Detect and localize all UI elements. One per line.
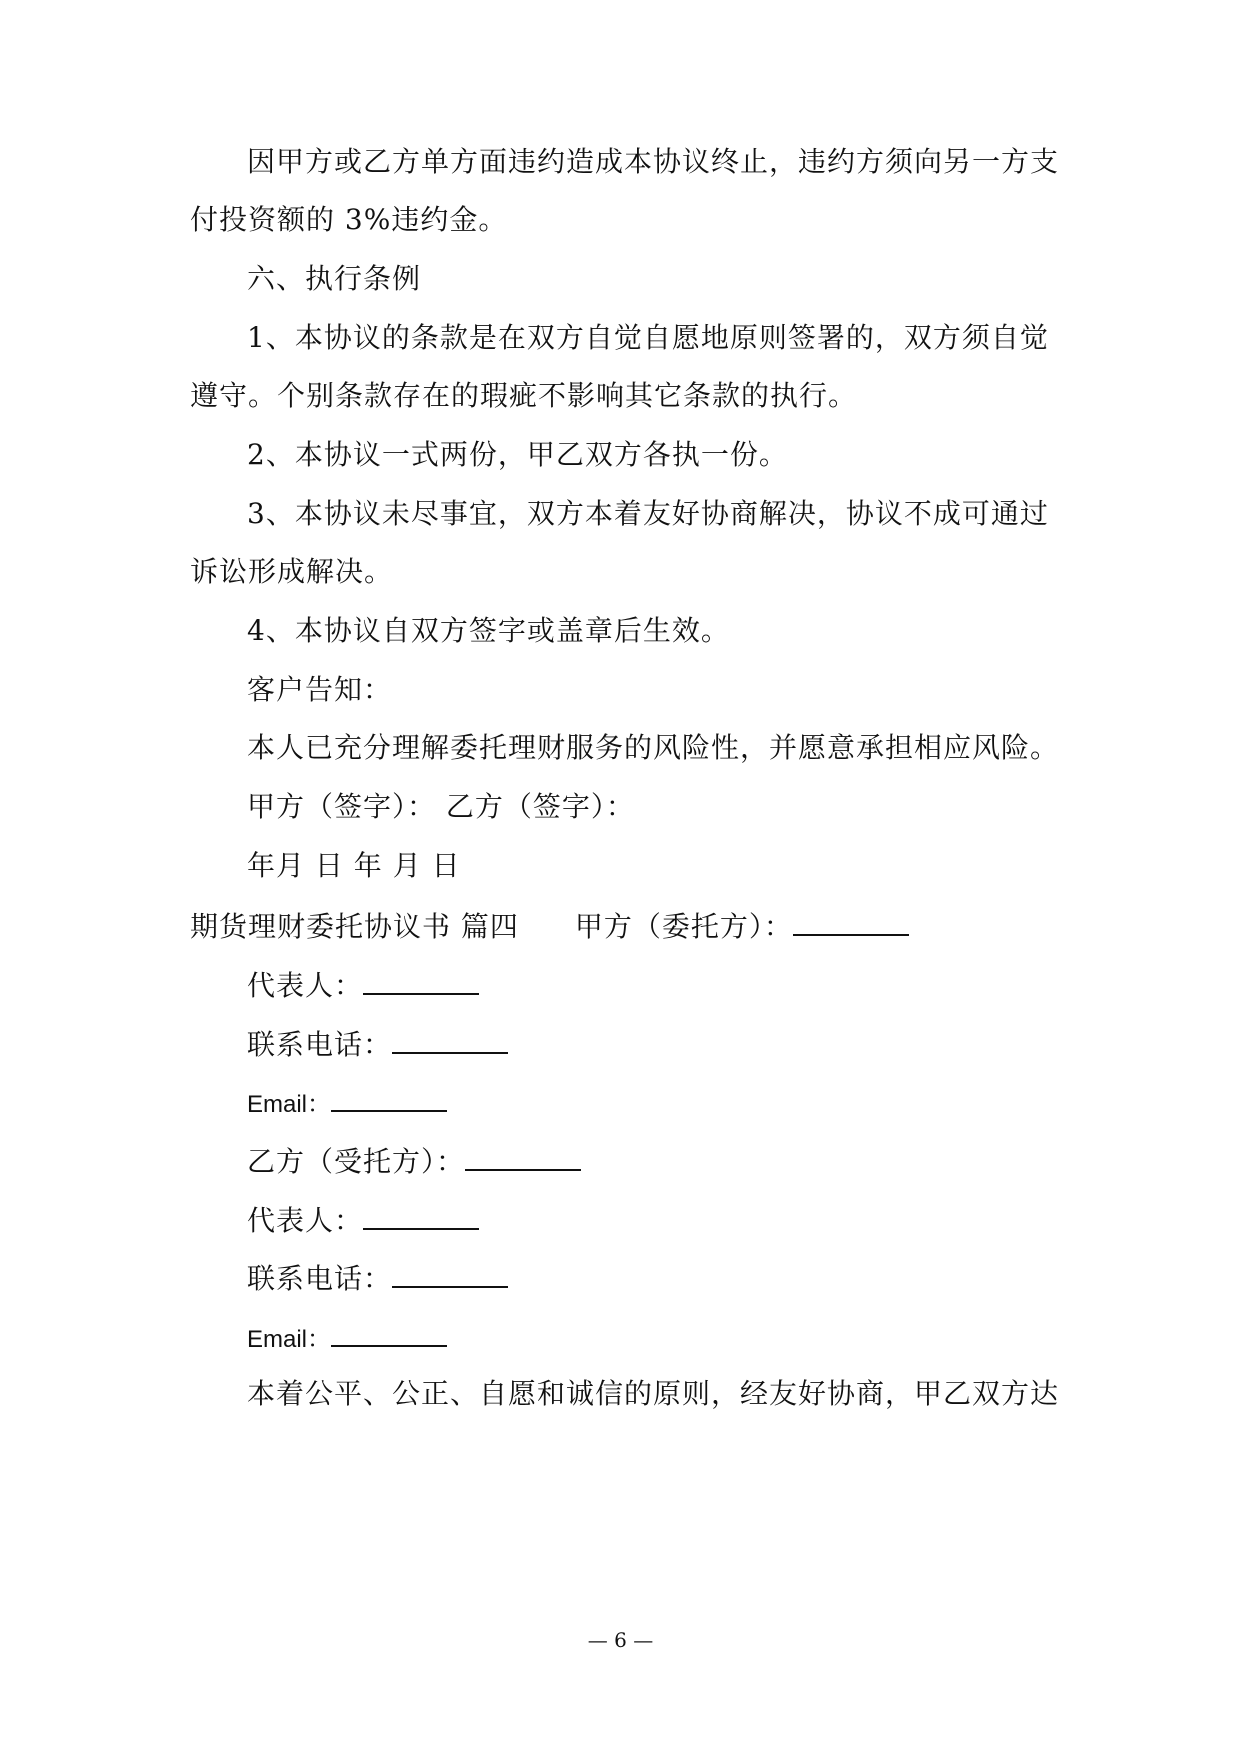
- date-line: 年月 日 年 月 日: [247, 849, 461, 882]
- party-b-rep-row: [247, 1198, 479, 1241]
- party-b-email-row: [247, 1315, 447, 1360]
- clause-1-line2: 遵守。个别条款存在的瑕疵不影响其它条款的执行。: [190, 379, 858, 412]
- party-a-label: 甲方（委托方）：: [574, 910, 793, 943]
- customer-notice-text: 本人已充分理解委托理财服务的风险性，并愿意承担相应风险。: [247, 731, 1060, 764]
- paragraph-breach-line2: 付投资额的 3%违约金。: [190, 203, 508, 236]
- party-b-phone-row: [247, 1256, 508, 1299]
- party-a-phone-blank: [392, 1022, 508, 1054]
- clause-3-line2: 诉讼形成解决。: [190, 555, 394, 588]
- signature-line: 甲方（签字）： 乙方（签字）：: [247, 790, 635, 823]
- customer-notice-heading: 客户告知：: [247, 673, 393, 706]
- party-a-email-label: Email：: [247, 1091, 332, 1118]
- clause-1-line1: 1、本协议的条款是在双方自觉自愿地原则签署的，双方须自觉: [247, 321, 1049, 354]
- party-a-phone-row: [247, 1022, 508, 1065]
- party-b-phone-blank: [392, 1256, 508, 1288]
- party-b-row: [247, 1139, 581, 1182]
- party-a-rep-blank: [363, 963, 479, 995]
- section-6-heading: 六、执行条例: [247, 262, 422, 295]
- section-4-title-row: [190, 904, 909, 947]
- section-4-title: 期货理财委托协议书 篇四: [190, 910, 519, 943]
- party-b-label: 乙方（受托方）：: [247, 1145, 466, 1178]
- clause-4: 4、本协议自双方签字或盖章后生效。: [247, 614, 730, 647]
- party-b-rep-label: 代表人：: [247, 1204, 364, 1237]
- party-a-email-row: [247, 1080, 447, 1125]
- party-b-email-label: Email：: [247, 1326, 332, 1353]
- clause-3-line1: 3、本协议未尽事宜，双方本着友好协商解决，协议不成可通过: [247, 497, 1049, 530]
- party-a-rep-row: [247, 963, 479, 1006]
- party-b-email-blank: [331, 1315, 447, 1347]
- party-a-phone-label: 联系电话：: [247, 1028, 393, 1061]
- party-a-blank: [793, 904, 909, 936]
- clause-2: 2、本协议一式两份，甲乙双方各执一份。: [247, 438, 788, 471]
- paragraph-breach-line1: 因甲方或乙方单方面违约造成本协议终止，违约方须向另一方支: [247, 145, 1060, 178]
- party-b-blank: [465, 1139, 581, 1171]
- party-a-rep-label: 代表人：: [247, 969, 364, 1002]
- closing-line: 本着公平、公正、自愿和诚信的原则，经友好协商，甲乙双方达: [247, 1377, 1060, 1410]
- party-b-phone-label: 联系电话：: [247, 1262, 393, 1295]
- page-number: — 6 —: [587, 1628, 654, 1652]
- party-b-rep-blank: [363, 1198, 479, 1230]
- party-a-email-blank: [331, 1080, 447, 1112]
